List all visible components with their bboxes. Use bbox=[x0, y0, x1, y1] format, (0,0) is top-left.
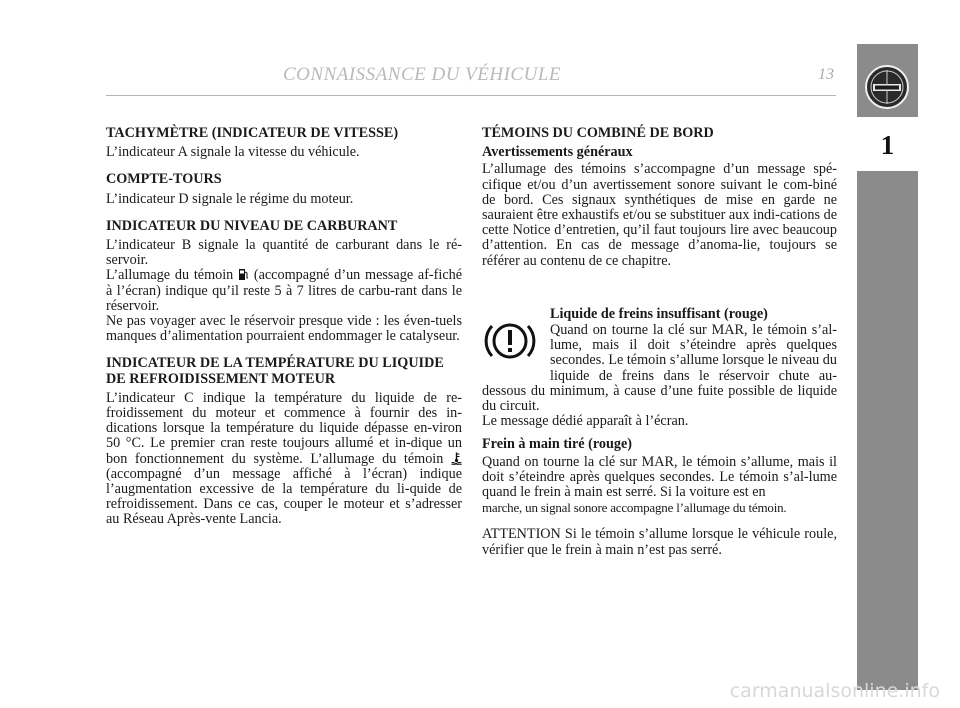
general-warnings-text: L’allumage des témoins s’accompagne d’un message spé-cifique et/ou d’un avertissement sonore suivant le com-biné de bord. Ces signaux synthétiques de mise en garde ne sauraient être exhaustifs et/ou se substituer aux indi-cations de cette Notice d’entretien, qu’il faut toujours lire avec beaucoup d’attention. En cas de message d’anoma-lie, toujours se référer au contenu de ce chapitre. bbox=[482, 161, 837, 269]
fuel-gauge-text-3: Ne pas voyager avec le réservoir presque vide : les éven-tuels manques d’alimentation pourraient endommager le catalyseur. bbox=[106, 313, 462, 345]
right-column bbox=[482, 126, 837, 558]
watermark: carmanualsonline.info bbox=[729, 680, 940, 702]
handbrake-text: Quand on tourne la clé sur MAR, le témoin s’allume, mais il doit s’éteindre après quelques secondes. Le témoin s’al-lume quand le frein à main est serré. Si la voiture est en bbox=[482, 453, 837, 501]
left-column bbox=[106, 126, 462, 540]
fuel-gauge-section bbox=[106, 219, 462, 345]
chapter-tab[interactable]: 1 bbox=[857, 114, 918, 171]
section-title-warning-lights: TÉMOINS DU COMBINÉ DE BORD bbox=[482, 125, 714, 141]
coolant-text-part-a: L’indicateur C indique la température du liquide de re-froidissement du moteur et commence à fournir des in-dications lorsque la température du liquide dépasse en-viron 50 °C. Le premier cran reste toujours allumé et in-dique un bon fonctionnement du système. L’allumage du témoin bbox=[106, 389, 462, 467]
subsection-title-general-warnings: Avertissements généraux bbox=[482, 144, 633, 161]
rev-counter-text: L’indicateur D signale le régime du moteur. bbox=[106, 190, 354, 207]
coolant-text-part-b: (accompagné d’un message affiché à l’écran) indique l’augmentation excessive de la température du li-quide de refroidissement. Dans ce cas, couper le moteur et s’adresser au Réseau Après-vente Lancia. bbox=[106, 465, 462, 528]
attention-note: ATTENTION Si le témoin s’allume lorsque le véhicule roule, vérifier que le frein à main n’est pas serré. bbox=[482, 526, 837, 558]
warning-lights-section bbox=[482, 126, 837, 269]
rev-counter-section bbox=[106, 172, 462, 206]
section-title-coolant-temperature: INDICATEUR DE LA TEMPÉRATURE DU LIQUIDE DE REFROIDISSEMENT MOTEUR bbox=[106, 355, 444, 387]
handbrake-title: Frein à main tiré (rouge) bbox=[482, 436, 632, 453]
fuel-pump-icon bbox=[238, 268, 249, 281]
fuel-gauge-text-2 bbox=[106, 268, 462, 314]
coolant-temperature-section bbox=[106, 356, 462, 527]
coolant-temperature-icon bbox=[451, 452, 462, 465]
section-title-speedometer: TACHYMÈTRE (INDICATEUR DE VITESSE) bbox=[106, 125, 399, 141]
brake-fluid-warning bbox=[482, 307, 837, 430]
fuel-gauge-text-1: L’indicateur B signale la quantité de carburant dans le ré-servoir. bbox=[106, 237, 462, 269]
brake-fluid-title: Liquide de freins insuffisant (rouge) bbox=[550, 305, 768, 322]
lancia-logo-icon bbox=[864, 64, 910, 110]
speedometer-section bbox=[106, 126, 462, 160]
page-number: 13 bbox=[818, 66, 834, 83]
section-title-fuel-gauge: INDICATEUR DU NIVEAU DE CARBURANT bbox=[106, 217, 398, 234]
fuel-text-part-b: (accompagné d’un message af-fiché à l’écran) indique qu’il reste 5 à 7 litres de carbu-rant dans le réservoir. bbox=[106, 267, 463, 314]
brake-fluid-text: Quand on tourne la clé sur MAR, le témoin s’al-lume, mais il doit s’éteindre après quelques secondes. Le témoin s’allume lorsque le niveau du liquide de freins dans le réservoir chute au-dessous du minimum, à cause d’une fuite possible de liquide du circuit. bbox=[482, 322, 837, 415]
brake-fluid-message: Le message dédié apparaît à l’écran. bbox=[482, 413, 689, 430]
fuel-text-part-a: L’allumage du témoin bbox=[106, 267, 234, 284]
running-header-title: CONNAISSANCE DU VÉHICULE bbox=[283, 64, 561, 85]
handbrake-warning bbox=[482, 437, 837, 515]
brake-warning-icon bbox=[484, 315, 536, 367]
handbrake-text-2: marche, un signal sonore accompagne l’allumage du témoin. bbox=[482, 500, 787, 516]
section-title-rev-counter: COMPTE-TOURS bbox=[106, 171, 222, 188]
header-divider bbox=[106, 95, 836, 96]
speedometer-text: L’indicateur A signale la vitesse du véhicule. bbox=[106, 144, 360, 161]
coolant-temperature-text bbox=[106, 391, 462, 528]
